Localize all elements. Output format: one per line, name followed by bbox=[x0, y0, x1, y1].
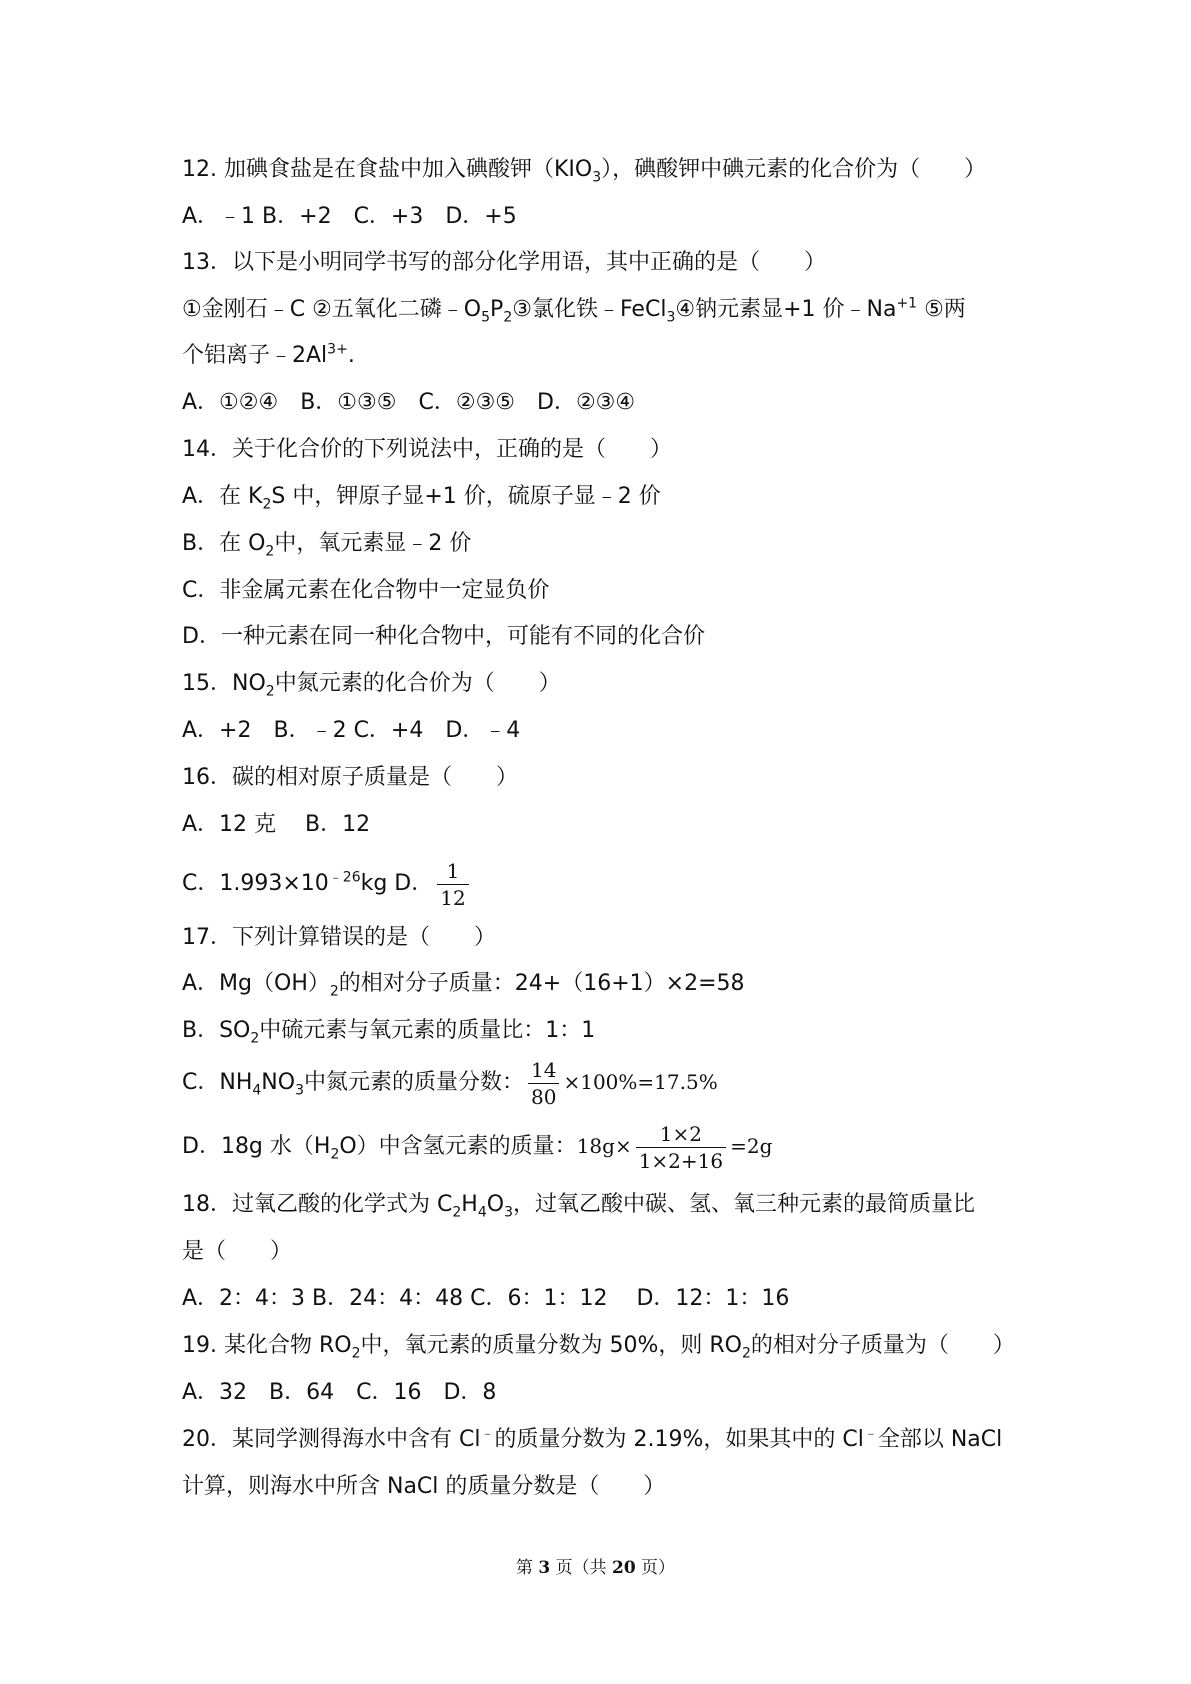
question-14-option-d: D．一种元素在同一种化合物中，可能有不同的化合价 bbox=[182, 624, 705, 649]
question-17-option-c: C．$NH_4NO_3$中氮元素的质量分数： $\frac{14}{80}$ ×100%=17.5% bbox=[182, 1057, 718, 1109]
question-18-options: A．2：4：3 B．24：4：48 C．6：1：12 D．12：1：16 bbox=[182, 1286, 790, 1311]
question-13-statements-cont: 个铝离子$﹣2Al^{3+}$. bbox=[182, 341, 355, 368]
question-14-option-c: C．非金属元素在化合物中一定显负价 bbox=[182, 578, 550, 603]
question-20-stem: 20．某同学测得海水中含有 Cl﹣的质量分数为 2.19%，如果其中的 Cl﹣全部以 NaCl bbox=[182, 1425, 1003, 1452]
question-19-stem: 19. 某化合物 $RO_2$中，氧元素的质量分数为 50%，则 $RO_2$的相对分子质量为（ ） bbox=[182, 1333, 1015, 1362]
question-18-stem: 18．过氧乙酸的化学式为 $C_2H_4O_3$，过氧乙酸中碳、氢、氧三种元素的最简质量比 bbox=[182, 1192, 976, 1221]
question-15-stem: 15．$NO_2$中氮元素的化合价为（ ） bbox=[182, 671, 561, 700]
fraction-hydrogen-mass: $\frac{1\times 2}{1\times 2+16}$ bbox=[636, 1122, 726, 1173]
page-footer: 第 3 页（共 20 页） bbox=[515, 1558, 676, 1578]
question-12-stem: 12. 加碘食盐是在食盐中加入碘酸钾$(KIO_3)$，碘酸钾中碘元素的化合价为（ ） bbox=[182, 157, 987, 186]
question-19-options: A．32 B．64 C．16 D．8 bbox=[182, 1380, 497, 1405]
question-20-stem-cont: 计算，则海水中所含 NaCl 的质量分数是（ ） bbox=[182, 1474, 666, 1499]
page-number: 3 bbox=[538, 1558, 551, 1578]
question-17-option-d: D．18g 水$(H_2O)$中含氢元素的质量：18g× $\frac{1\times 2}{1\times 2+16}$ =2g bbox=[182, 1121, 773, 1173]
question-18-stem-cont: 是（ ） bbox=[182, 1239, 293, 1264]
question-12-options: A．﹣1 B．+2 C．+3 D．+5 bbox=[182, 204, 517, 229]
question-15-options: A．+2 B．﹣2 C．+4 D．﹣4 bbox=[182, 718, 521, 743]
question-14-option-b: B．在 $O_2$中，氧元素显﹣2 价 bbox=[182, 531, 472, 560]
question-13-statements: ①金刚石﹣C ②五氧化二磷$﹣O_5P_2③$氯化铁﹣FeCl$_3$④钠元素显+1 价$﹣Na^{+1}$ ⑤两 bbox=[182, 295, 966, 326]
question-16-stem: 16．碳的相对原子质量是（ ） bbox=[182, 765, 518, 790]
question-16-options-ab: A．12 克 B．12 bbox=[182, 812, 371, 837]
question-17-option-b: B．$SO_2$中硫元素与氧元素的质量比：1：1 bbox=[182, 1018, 596, 1047]
question-16-options-cd: C．$1.993\times 10^{﹣26}kg$ D． $\frac{1}{12}$ bbox=[182, 856, 473, 912]
question-14-option-a: A．在 $K_2S$ 中，钾原子显+1 价，硫原子显﹣2 价 bbox=[182, 484, 661, 513]
question-13-stem: 13．以下是小明同学书写的部分化学用语，其中正确的是（ ） bbox=[182, 250, 826, 275]
question-17-stem: 17．下列计算错误的是（ ） bbox=[182, 925, 496, 950]
question-13-options: A．①②④ B．①③⑤ C．②③⑤ D．②③④ bbox=[182, 390, 636, 415]
fraction-one-twelfth: $\frac{1}{12}$ bbox=[437, 859, 468, 910]
fraction-14-over-80: $\frac{14}{80}$ bbox=[528, 1058, 559, 1109]
question-17-option-a: A．$Mg(OH)_2$的相对分子质量：24+（16+1）×2=58 bbox=[182, 971, 745, 1000]
question-14-stem: 14．关于化合价的下列说法中，正确的是（ ） bbox=[182, 437, 672, 462]
total-pages: 20 bbox=[611, 1558, 636, 1578]
